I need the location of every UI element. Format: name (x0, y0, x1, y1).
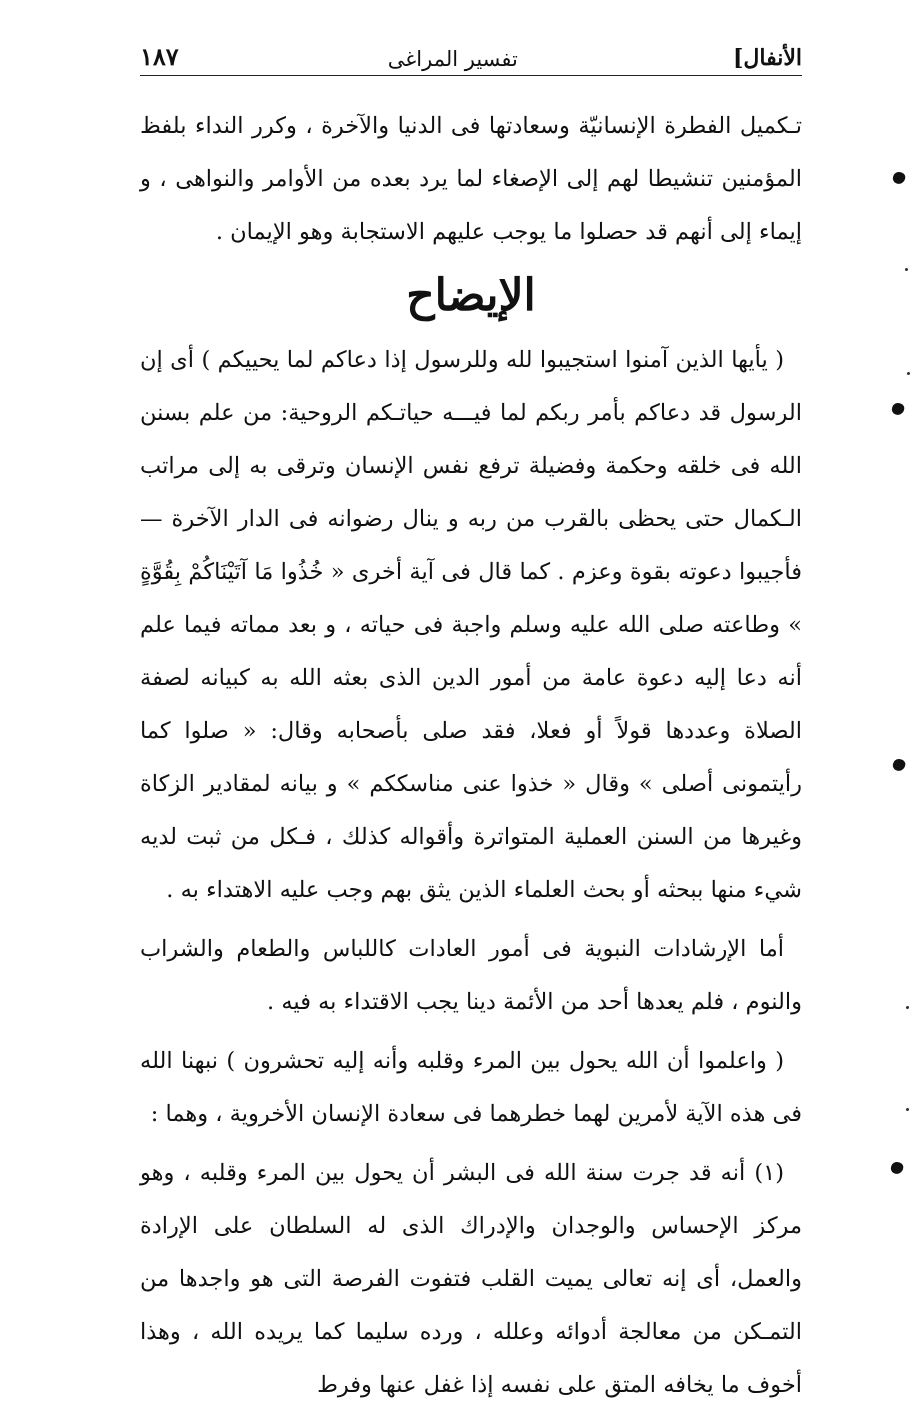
section-title: الإيضاح (406, 270, 536, 321)
margin-speck (907, 372, 911, 376)
paragraph-explanation-verse-2: ( واعلموا أن الله يحول بين المرء وقلبه وأنه إليه تحشرون ) نبهنا الله فى هذه الآية لأمرين لهما خطرهما فى سعادة الإنسان الأخروية ، وهما : (140, 1048, 802, 1127)
surah-name (727, 45, 802, 71)
page-number: ١٨٧ (140, 42, 179, 71)
surah-name-text: الأنفال (743, 45, 802, 71)
page-header (140, 34, 802, 76)
margin-ink-mark (891, 757, 906, 772)
intro-paragraph (140, 100, 802, 259)
header-bracket: ] (732, 45, 744, 71)
margin-speck (905, 268, 909, 272)
paragraph-point-one: (١) أنه قد جرت سنة الله فى البشر أن يحول بين المرء وقلبه ، وهو مركز الإحساس والوجدان والإدراك الذى له السلطان على الإرادة والعمل، أى إنه تعالى يميت القلب فتفوت الفرصة التى هو واجدها من التمـكن من معالجة أدوائه وعلله ، ورده سليما كما يريده الله ، وهذا أخوف ما يخافه المتق على نفسه إذا غفل عنها وفرط (140, 1160, 802, 1398)
margin-ink-mark (889, 1160, 904, 1175)
paragraph-explanation-verse-1: ( يأيها الذين آمنوا استجيبوا لله وللرسول إذا دعاكم لما يحييكم ) أى إن الرسول قد دعاكم بأمر ربكم لما فيـــه حياتـكم الروحية: من علم بسنن الله فى خلقه وحكمة وفضيلة ترفع نفس الإنسان وترقى به إلى مراتب الـكمال حتى يحظى بالقرب من ربه و ينال رضوانه فى الدار الآخرة — فأجيبوا دعوته بقوة وعزم . كما قال فى آية أخرى « خُذُوا مَا آتَيْنَاكُمْ بِقُوَّةٍ » وطاعته صلى الله عليه وسلم واجبة فى حياته ، و بعد مماته فيما علم أنه دعا إليه دعوة عامة من أمور الدين الذى بعثه الله به كبيانه لصفة الصلاة وعددها قولاً أو فعلا، فقد صلى بأصحابه وقال: « صلوا كما رأيتمونى أصلى » وقال « خذوا عنى مناسككم » و بيانه لمقادير الزكاة وغيرها من السنن العملية المتواترة وأقواله كذلك ، فـكل من ثبت لديه شيء منها ببحثه أو بحث العلماء الذين يثق بهم وجب عليه الاهتداء به . (140, 347, 802, 903)
margin-ink-mark (890, 401, 905, 416)
margin-speck (906, 1006, 910, 1010)
paragraph-guidance-customs: أما الإرشادات النبوية فى أمور العادات كاللباس والطعام والشراب والنوم ، فلم يعدها أحد من الأئمة دينا يجب الاقتداء به فيه . (140, 936, 802, 1015)
body-text (140, 334, 802, 1412)
margin-speck (906, 1108, 910, 1112)
margin-ink-mark (891, 170, 906, 185)
running-title: تفسير المراغى (387, 47, 518, 71)
intro-text: تـكميل الفطرة الإنسانيّة وسعادتها فى الدنيا والآخرة ، وكرر النداء بلفظ المؤمنين تنشيطا لهم إلى الإصغاء لما يرد بعده من الأوامر والنواهى ، و إيماء إلى أنهم قد حصلوا ما يوجب عليهم الاستجابة وهو الإيمان . (140, 113, 802, 245)
